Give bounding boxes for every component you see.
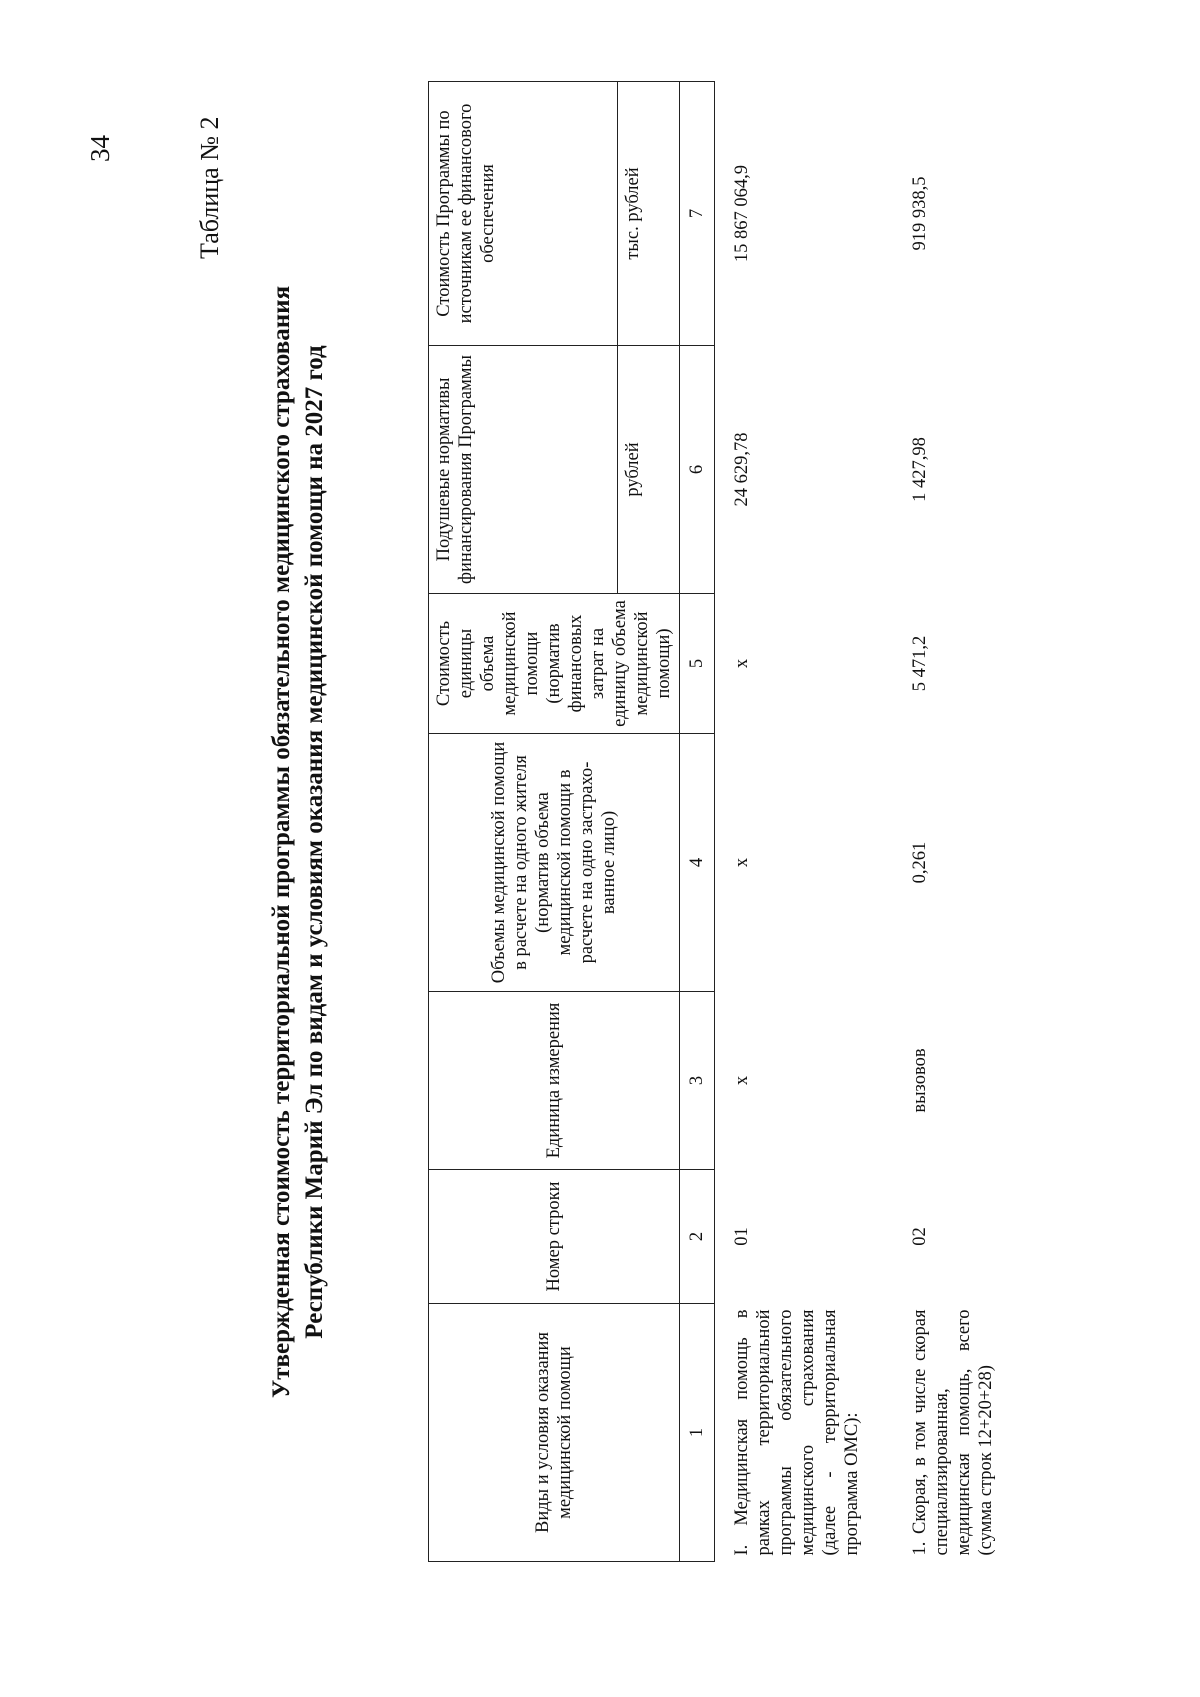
header-total-cost: Стоимость Программы по источникам ее финансового обеспечения [429,82,618,346]
title-line-1: Утвержденная стоимость территориальной программы обязательного медицинского страхования [268,285,295,1399]
header-line-number: Номер строки [429,1170,680,1304]
column-number: 5 [680,594,715,734]
row-care-type: 1. Скорая, в том числе скорая специализированная, медицинская помощь, всего (сумма строк 12+20+28) [910,1309,996,1556]
column-number: 4 [680,734,715,992]
header-unit-cost: Стоимость единицы объема медицинской помощи (норматив финансовых затрат на единицу объема медицинской помощи) [429,594,680,734]
row-per-capita: 24 629,78 [732,432,752,507]
row-line-number: 02 [910,1227,930,1246]
header-per-capita-unit: рублей [618,346,680,594]
title-line-2: Республики Марий Эл по видам и условиям оказания медицинской помощи на 2027 год [301,345,328,1339]
column-number: 7 [680,82,715,346]
row-unit-cost: 5 471,2 [910,635,930,692]
header-care-types: Виды и условия оказания медицинской помощи [429,1304,680,1562]
header-row [429,82,618,1562]
header-total-cost-unit: тыс. рублей [618,82,680,346]
column-number: 1 [680,1304,715,1562]
column-number-row [680,82,715,1562]
row-unit: х [732,1075,752,1086]
row-unit-cost: х [732,658,752,669]
program-cost-table [428,81,1007,1562]
table-row [715,82,874,1562]
row-care-type: I. Медицинская помощь в рамках территориальной программы обязательного медицинского страхования (далее - территориальная программа ОМС): [732,1309,862,1556]
row-per-capita: 1 427,98 [910,437,930,502]
table-label: Таблица № 2 [195,116,224,259]
header-unit: Единица измерения [429,992,680,1170]
header-per-capita: Подушевые нормативы финансирования Программы [429,346,618,594]
document-title [265,167,331,1517]
header-volume: Объемы медицинской помощи в расчете на одного жителя (норматив объема медицинской помощи в расчете на одно застрахо-ванное лицо) [429,734,680,992]
table-row [873,82,1007,1562]
page-number: 34 [85,135,115,162]
row-total-cost: 919 938,5 [910,176,930,251]
row-total-cost: 15 867 064,9 [732,164,752,263]
row-volume: х [732,857,752,868]
column-number: 6 [680,346,715,594]
row-unit: вызовов [910,1048,930,1113]
column-number: 2 [680,1170,715,1304]
column-number: 3 [680,992,715,1170]
row-line-number: 01 [732,1227,752,1246]
row-volume: 0,261 [910,841,930,884]
